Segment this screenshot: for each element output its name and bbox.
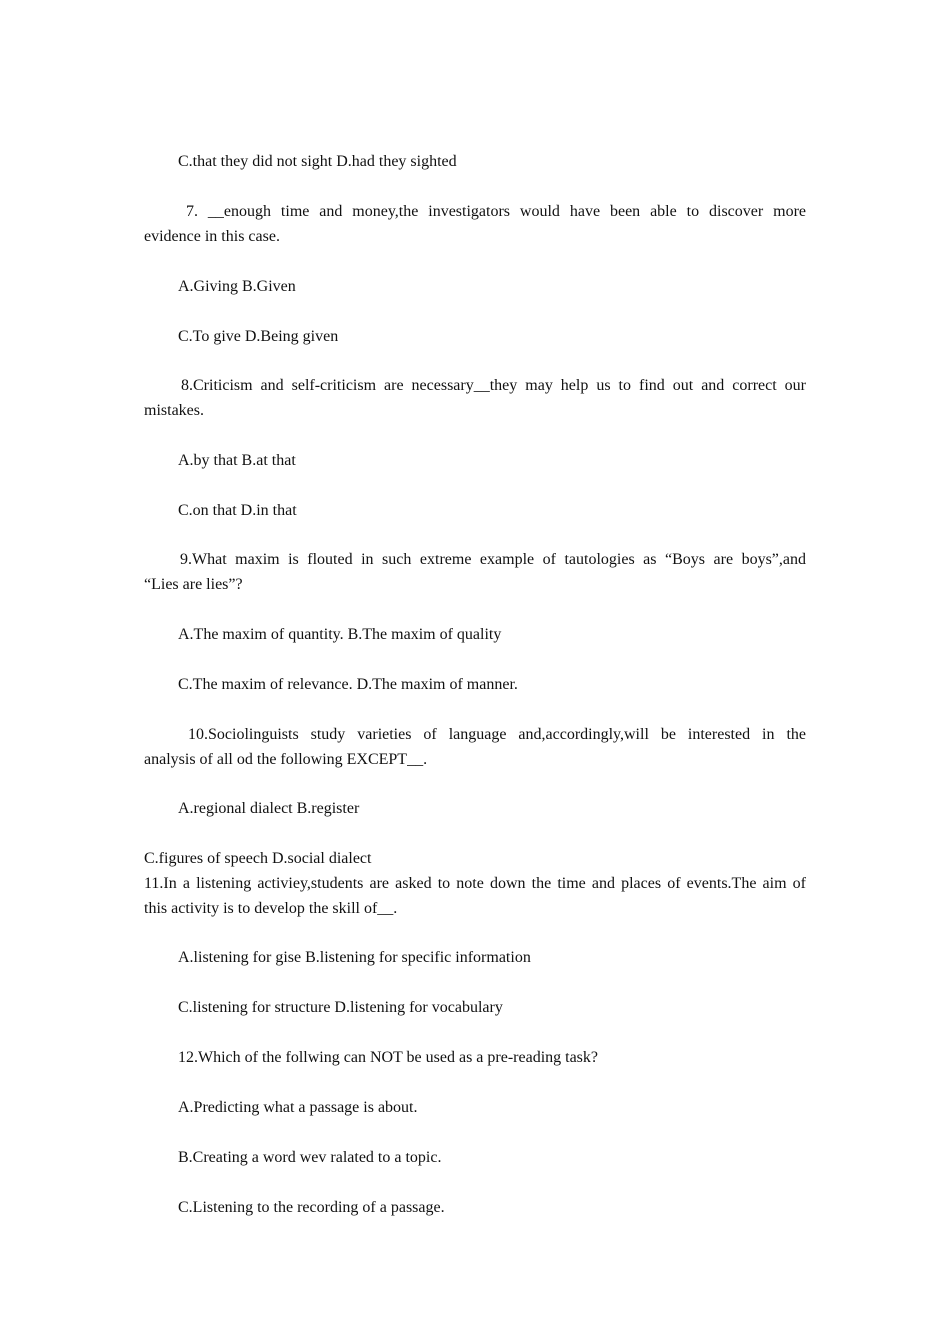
question-12: 12.Which of the follwing can NOT be used as a pre-reading task?	[178, 1049, 599, 1066]
question-8	[144, 373, 806, 423]
question-8-line-1: 8.Criticism and self-criticism are necessary__they may help us to find out and correct our	[181, 377, 806, 394]
question-10-line-2: analysis of all od the following EXCEPT__.	[144, 751, 428, 768]
question-8-line-2: mistakes.	[144, 402, 204, 419]
question-11	[144, 871, 806, 921]
question-7-line-1: 7. __enough time and money,the investigators would have been able to discover more	[186, 203, 806, 220]
option-line-q7-cd: C.To give D.Being given	[178, 328, 339, 345]
option-line-q8-cd: C.on that D.in that	[178, 502, 297, 519]
option-line-q11-cd: C.listening for structure D.listening for vocabulary	[178, 999, 503, 1016]
question-11-line-2: this activity is to develop the skill of__.	[144, 900, 398, 917]
option-line-q7-ab: A.Giving B.Given	[178, 278, 296, 295]
option-line-q9-cd: C.The maxim of relevance. D.The maxim of manner.	[178, 676, 518, 693]
option-line-q10-ab: A.regional dialect B.register	[178, 800, 360, 817]
option-line-q12-c: C.Listening to the recording of a passage.	[178, 1199, 445, 1216]
question-9-line-2: “Lies are lies”?	[144, 576, 243, 593]
option-line-q9-ab: A.The maxim of quantity. B.The maxim of quality	[178, 626, 502, 643]
question-9-line-1: 9.What maxim is flouted in such extreme example of tautologies as “Boys are boys”,and	[180, 551, 806, 568]
option-line-q6-cd: C.that they did not sight D.had they sighted	[178, 153, 457, 170]
option-line-q12-a: A.Predicting what a passage is about.	[178, 1099, 418, 1116]
question-9	[144, 547, 806, 597]
option-line-q12-b: B.Creating a word wev ralated to a topic.	[178, 1149, 442, 1166]
question-7-line-2: evidence in this case.	[144, 228, 280, 245]
question-10-line-1: 10.Sociolinguists study varieties of language and,accordingly,will be interested in the	[188, 726, 806, 743]
option-line-q11-ab: A.listening for gise B.listening for specific information	[178, 949, 531, 966]
option-line-q10-cd: C.figures of speech D.social dialect	[144, 850, 372, 867]
question-11-line-1: 11.In a listening activiey,students are asked to note down the time and places of events.The aim of	[144, 875, 806, 892]
question-10	[144, 722, 806, 772]
question-7	[144, 199, 806, 249]
option-line-q8-ab: A.by that B.at that	[178, 452, 296, 469]
